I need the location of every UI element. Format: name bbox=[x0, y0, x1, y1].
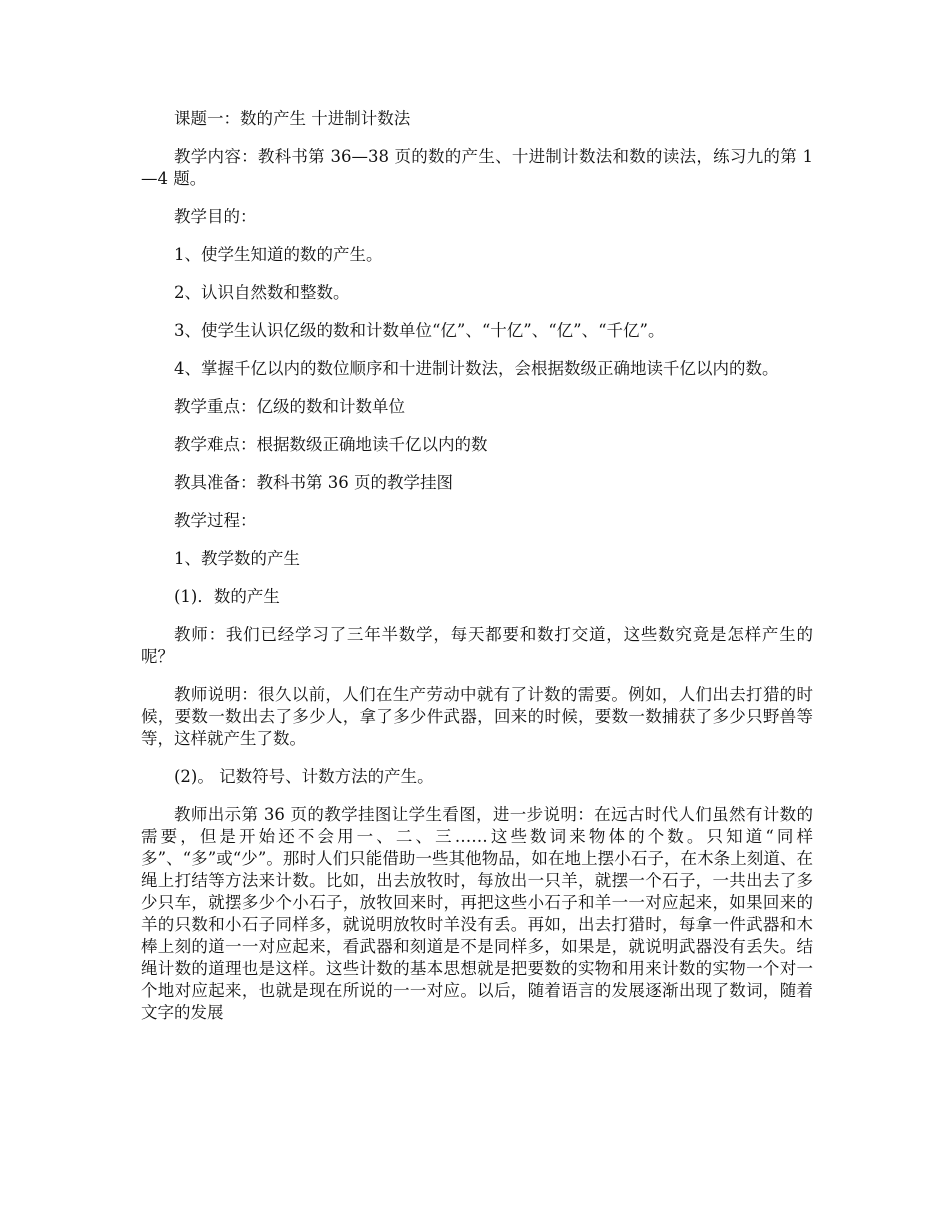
paragraph-teacher-question: 教师：我们已经学习了三年半数学，每天都要和数打交道，这些数究竟是怎样产生的呢？ bbox=[141, 625, 813, 666]
paragraph-objective-4: 4、掌握千亿以内的数位顺序和十进制计数法，会根据数级正确地读千亿以内的数。 bbox=[174, 359, 779, 378]
paragraph-step-1: 1、教学数的产生 bbox=[174, 549, 300, 568]
lesson-title: 课题一：数的产生 十进制计数法 bbox=[174, 109, 411, 128]
paragraph-process-heading: 教学过程： bbox=[174, 511, 257, 530]
paragraph-objective-2: 2、认识自然数和整数。 bbox=[174, 283, 350, 302]
paragraph-difficulties: 教学难点：根据数级正确地读千亿以内的数 bbox=[174, 435, 488, 454]
paragraph-objective-3: 3、使学生认识亿级的数和计数单位“亿”、“十亿”、“亿”、“千亿”。 bbox=[174, 321, 665, 340]
paragraph-teacher-explanation: 教师说明：很久以前，人们在生产劳动中就有了计数的需要。例如，人们出去打猎的时候，要数一数出去了多少人，拿了多少件武器，回来的时候，要数一数捕获了多少只野兽等等，这样就产生了数。 bbox=[141, 685, 813, 748]
document-page bbox=[141, 108, 813, 1038]
paragraph-objectives-heading: 教学目的： bbox=[174, 207, 257, 226]
paragraph-materials: 教具准备：教科书第 36 页的教学挂图 bbox=[174, 473, 453, 492]
paragraph-wallchart-explanation: 教师出示第 36 页的教学挂图让学生看图，进一步说明：在远古时代人们虽然有计数的需要，但是开始还不会用一、二、三……这些数词来物体的个数。只知道“同样多”、“多”或“少”。那时人们只能借助一些其他物品，如在地上摆小石子，在木条上刻道、在绳上打结等方法来计数。比如，出去放牧时，每放出一只羊，就摆一个石子，一共出去了多少只车，就摆多少个小石子，放牧回来时，再把这些小石子和羊一一对应起来，如果回来的羊的只数和小石子同样多，就说明放牧时羊没有丢。再如，出去打猎时，每拿一件武器和木棒上刻的道一一对应起来，看武器和刻道是不是同样多，如果是，就说明武器没有丢失。结绳计数的道理也是这样。这些计数的基本思想就是把要数的实物和用来计数的实物一个对一个地对应起来，也就是现在所说的一一对应。以后，随着语言的发展逐渐出现了数词，随着文字的发展 bbox=[141, 805, 813, 1022]
paragraph-substep-1: (1)．数的产生 bbox=[174, 587, 280, 606]
paragraph-key-points: 教学重点：亿级的数和计数单位 bbox=[174, 397, 405, 416]
paragraph-substep-2: (2)。 记数符号、计数方法的产生。 bbox=[174, 767, 434, 786]
paragraph-objective-1: 1、使学生知道的数的产生。 bbox=[174, 245, 383, 264]
paragraph-content: 教学内容：教科书第 36—38 页的数的产生、十进制计数法和数的读法，练习九的第 1—4 题。 bbox=[141, 147, 813, 188]
